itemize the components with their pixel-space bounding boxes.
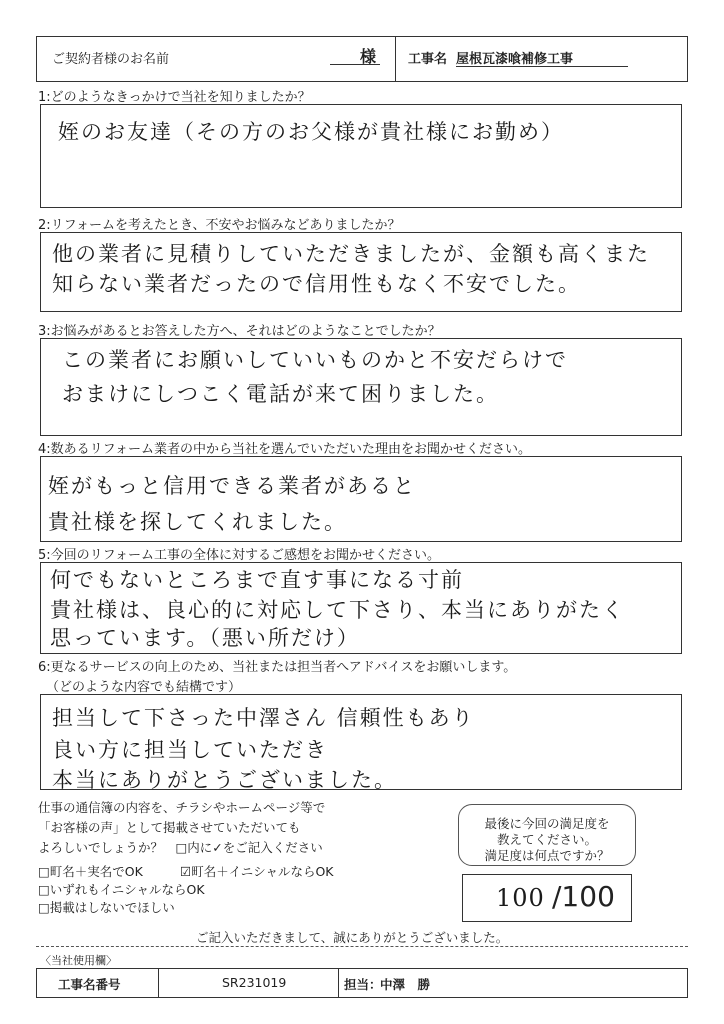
question-6-note: （どのような内容でも結構です） [46, 680, 242, 695]
dashed-divider [36, 946, 688, 947]
thanks-message: ご記入いただきまして、誠にありがとうございました。 [196, 930, 509, 945]
answer-3-line-1: この業者にお願いしていいものかと不安だらけで [62, 348, 568, 372]
office-code-label: 工事名番号 [58, 977, 121, 992]
answer-5-line-3: 思っています。（悪い所だけ） [50, 626, 360, 650]
satisfaction-q1: 最後に今回の満足度を [484, 816, 610, 831]
score-value: 100 [496, 884, 545, 912]
header-divider [395, 36, 396, 82]
office-label: 〈当社使用欄〉 [40, 954, 117, 967]
satisfaction-q2: 教えてください。 [496, 832, 597, 847]
office-staff-label: 担当： [344, 977, 382, 992]
question-1: 1:どのようなきっかけで当社を知りましたか？ [38, 90, 311, 105]
option-no-publish[interactable]: □掲載はしないでほしい [38, 900, 175, 915]
sama-label: 様 [360, 47, 377, 66]
name-label: ご契約者様のお名前 [52, 52, 170, 67]
answer-3-line-2: おまけにしつこく電話が来て困りました。 [62, 382, 499, 406]
answer-5-line-1: 何でもないところまで直す事になる寸前 [50, 568, 464, 592]
question-3: 3:お悩みがあるとお答えした方へ、それはどのようなことでしたか？ [38, 324, 441, 339]
option-real-name[interactable]: □町名＋実名でOK [38, 864, 143, 879]
project-label: 工事名 [408, 52, 448, 67]
office-code: SR231019 [222, 975, 287, 990]
score-out-of: /100 [552, 880, 615, 913]
question-6: 6:更なるサービスの向上のため、当社または担当者へアドバイスをお願いします。 [38, 660, 517, 675]
option-initials-town[interactable]: ☑町名＋イニシャルならOK [180, 864, 334, 879]
publish-text-2: 「お客様の声」として掲載させていただいても [38, 820, 301, 835]
question-4: 4:数あるリフォーム業者の中から当社を選んでいただいた理由をお聞かせください。 [38, 442, 532, 457]
project-underline [456, 66, 628, 67]
answer-6-line-2: 良い方に担当していただき [52, 738, 328, 762]
office-divider-1 [158, 968, 159, 998]
project-name: 屋根瓦漆喰補修工事 [456, 52, 574, 67]
answer-4-line-1: 姪がもっと信用できる業者があると [48, 474, 416, 498]
publish-text-1: 仕事の通信簿の内容を、チラシやホームページ等で [38, 800, 326, 815]
answer-6-line-1: 担当して下さった中澤さん 信頼性もあり [52, 706, 475, 730]
answer-4-line-2: 貴社様を探してくれました。 [48, 510, 347, 534]
satisfaction-q3: 満足度は何点ですか？ [484, 848, 610, 863]
answer-2-line-2: 知らない業者だったので信用性もなく不安でした。 [52, 272, 581, 296]
answer-2-line-1: 他の業者に見積りしていただきましたが、金額も高くまた [52, 242, 650, 266]
answer-1-line-1: 姪のお友達（その方のお父様が貴社様にお勤め） [58, 120, 564, 144]
answer-6-line-3: 本当にありがとうございました。 [52, 768, 397, 792]
question-5: 5:今回のリフォーム工事の全体に対するご感想をお聞かせください。 [38, 548, 441, 563]
option-all-initials[interactable]: □いずれもイニシャルならOK [38, 882, 205, 897]
office-staff-name: 中澤 勝 [380, 977, 431, 992]
office-divider-2 [338, 968, 339, 998]
question-2: 2:リフォームを考えたとき、不安やお悩みなどありましたか？ [38, 218, 401, 233]
answer-5-line-2: 貴社様は、良心的に対応して下さり、本当にありがたく [50, 598, 625, 622]
publish-text-3: よろしいでしょうか？ □内に✓をご記入ください [38, 840, 323, 855]
